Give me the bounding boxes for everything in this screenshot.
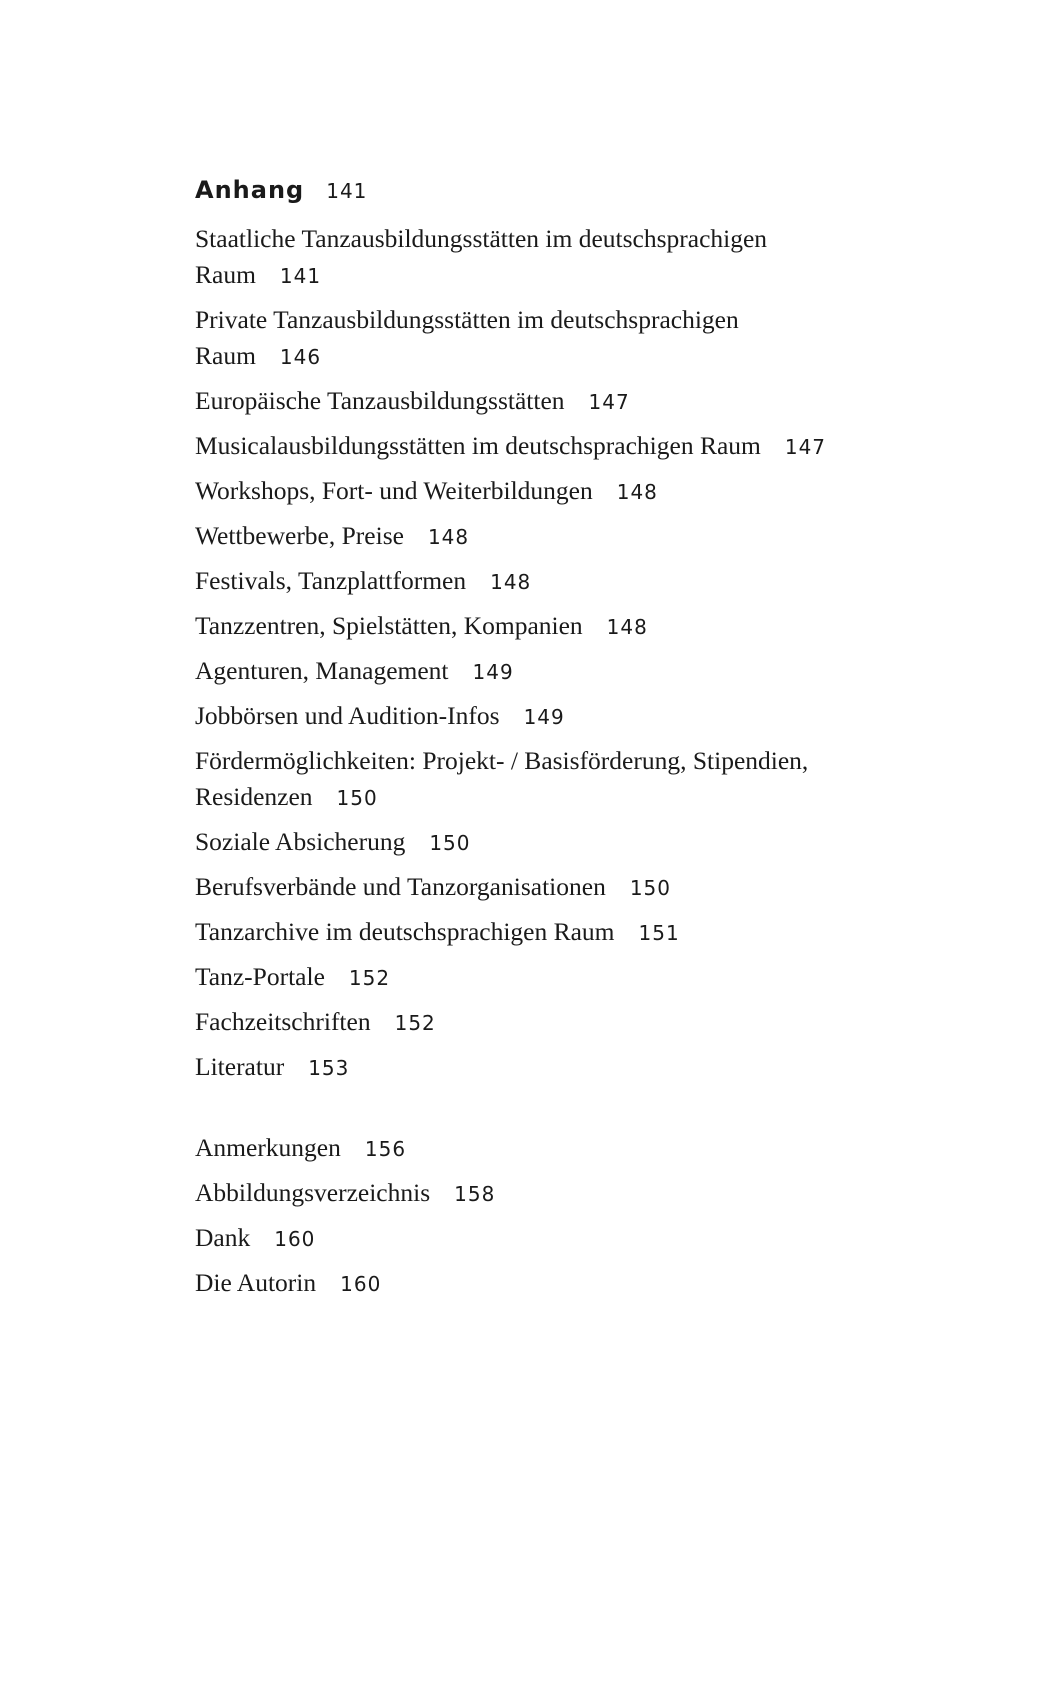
toc-entry-page-number: 147 [784,435,827,459]
back-matter-entry [195,1130,835,1167]
toc-entry [195,473,835,510]
section-heading [195,174,895,207]
toc-entry [195,653,835,690]
back-matter-page-number: 156 [364,1137,407,1161]
toc-entry [195,959,835,996]
toc-entry-page-number: 150 [336,786,378,810]
back-matter-entry [195,1175,835,1212]
back-matter-entry [195,1220,835,1257]
toc-entry [195,1004,835,1041]
back-matter-page-number: 160 [340,1272,382,1296]
toc-entry-page-number: 153 [308,1056,350,1080]
toc-entry [195,869,835,906]
back-matter-list [195,1130,835,1302]
toc-entry-title: Tanzzentren, Spielstätten, Kompanien [195,611,583,640]
toc-entry-page-number: 148 [427,525,470,549]
toc-entry-title: Tanz-Portale [195,962,325,991]
toc-entry [195,302,835,375]
toc-entry [195,383,835,420]
table-of-contents [195,174,895,1310]
toc-entry-page-number: 148 [490,570,532,594]
toc-entry-title: Jobbörsen und Audition-Infos [195,701,500,730]
toc-entry [195,698,835,735]
toc-entry-title: Berufsverbände und Tanzorganisationen [195,872,606,901]
toc-entry-title: Literatur [195,1052,285,1081]
back-matter-title: Abbildungsverzeichnis [195,1178,431,1207]
toc-entry-title: Wettbewerbe, Preise [195,521,404,550]
toc-entry-title: Fachzeitschriften [195,1007,371,1036]
section-heading-page-number: 141 [326,179,368,203]
toc-entry [195,428,895,465]
toc-entry-title: Fördermöglichkeiten: Projekt- / Basisförderung, Stipendien, Residenzen [195,746,809,811]
toc-entry-page-number: 151 [638,921,680,945]
toc-entry-title: Soziale Absicherung [195,827,406,856]
back-matter-page-number: 160 [274,1227,316,1251]
back-matter-title: Dank [195,1223,251,1252]
toc-entry [195,563,835,600]
toc-entry-title: Europäische Tanzausbildungsstätten [195,386,565,415]
toc-entry [195,914,835,951]
toc-entry-page-number: 152 [394,1011,436,1035]
appendix-entry-list [195,221,835,1086]
toc-entry-title: Private Tanzausbildungsstätten im deutschsprachigen Raum [195,305,739,370]
toc-entry-title: Tanzarchive im deutschsprachigen Raum [195,917,615,946]
toc-entry-page-number: 148 [606,615,648,639]
toc-entry [195,743,835,816]
toc-entry-title: Festivals, Tanzplattformen [195,566,467,595]
back-matter-title: Anmerkungen [195,1133,341,1162]
toc-entry-page-number: 149 [472,660,514,684]
toc-entry-page-number: 148 [616,480,658,504]
back-matter-page-number: 158 [454,1182,496,1206]
toc-entry-page-number: 149 [523,705,565,729]
section-heading-title: Anhang [195,176,305,204]
toc-entry [195,518,835,555]
back-matter-title: Die Autorin [195,1268,317,1297]
toc-entry [195,608,835,645]
toc-entry-page-number: 152 [348,966,391,990]
toc-entry [195,221,835,294]
toc-entry-title: Workshops, Fort- und Weiterbildungen [195,476,593,505]
toc-entry-page-number: 141 [279,264,322,288]
toc-entry [195,1049,835,1086]
toc-entry [195,824,835,861]
toc-entry-title: Musicalausbildungsstätten im deutschsprachigen Raum [195,431,761,460]
toc-entry-page-number: 147 [588,390,630,414]
back-matter-entry [195,1265,835,1302]
toc-entry-page-number: 146 [279,345,322,369]
toc-entry-page-number: 150 [429,831,471,855]
toc-entry-title: Agenturen, Management [195,656,449,685]
toc-entry-page-number: 150 [629,876,672,900]
toc-entry-title: Staatliche Tanzausbildungsstätten im deutschsprachigen Raum [195,224,768,289]
